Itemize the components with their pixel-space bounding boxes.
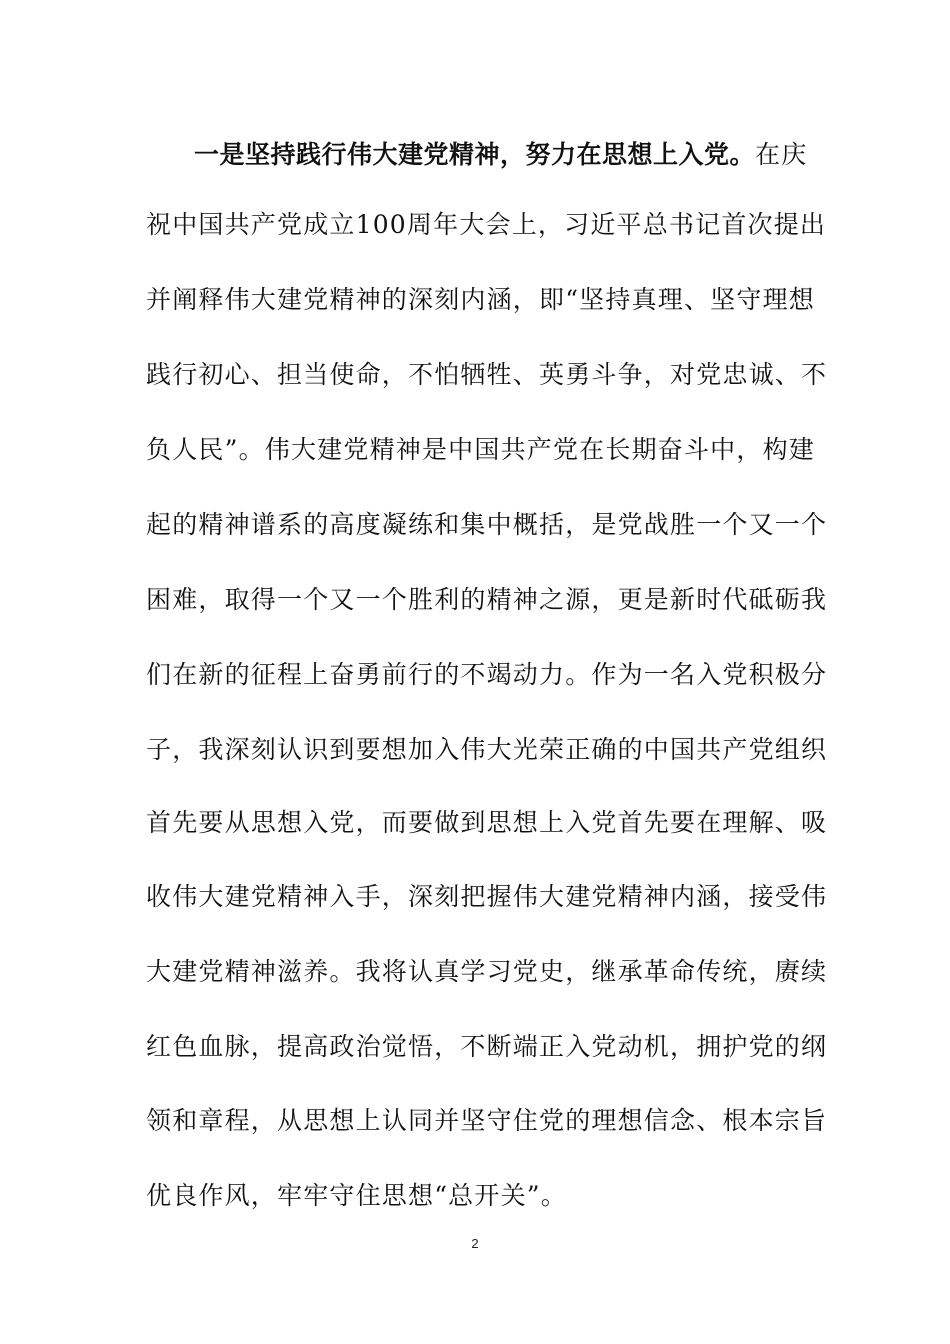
paragraph-line: 子，我深刻认识到要想加入伟大光荣正确的中国共产党组织 [146,735,828,764]
paragraph-line: 祝中国共产党成立100周年大会上，习近平总书记首次提出 [146,210,827,239]
paragraph-first-line [194,140,806,170]
paragraph-line: 优良作风，牢牢守住思想“总开关”。 [146,1181,567,1210]
paragraph-line: 领和章程，从思想上认同并坚守住党的理想信念、根本宗旨 [146,1106,828,1135]
paragraph-line: 困难，取得一个又一个胜利的精神之源，更是新时代砥砺我 [146,585,828,614]
page-number: 2 [471,1236,479,1251]
paragraph-line: 大建党精神滋养。我将认真学习党史，继承革命传统，赓续 [146,957,828,986]
paragraph-line: 首先要从思想入党，而要做到思想上入党首先要在理解、吸 [146,808,828,837]
paragraph-heading: 一是坚持践行伟大建党精神，努力在思想上入党。 [194,140,756,169]
paragraph-line: 们在新的征程上奋勇前行的不竭动力。作为一名入党积极分 [146,660,828,689]
paragraph-line: 并阐释伟大建党精神的深刻内涵，即“坚持真理、坚守理想 [146,285,815,314]
paragraph-line: 红色血脉，提高政治觉悟，不断端正入党动机，拥护党的纲 [146,1032,828,1061]
paragraph-heading-continuation: 在庆 [755,140,808,169]
paragraph-line: 起的精神谱系的高度凝练和集中概括，是党战胜一个又一个 [146,510,828,539]
paragraph-line: 收伟大建党精神入手，深刻把握伟大建党精神内涵，接受伟 [146,882,828,911]
paragraph-line: 践行初心、担当使命，不怕牺牲、英勇斗争，对党忠诚、不 [146,360,828,389]
paragraph-line: 负人民”。伟大建党精神是中国共产党在长期奋斗中，构建 [146,435,815,464]
